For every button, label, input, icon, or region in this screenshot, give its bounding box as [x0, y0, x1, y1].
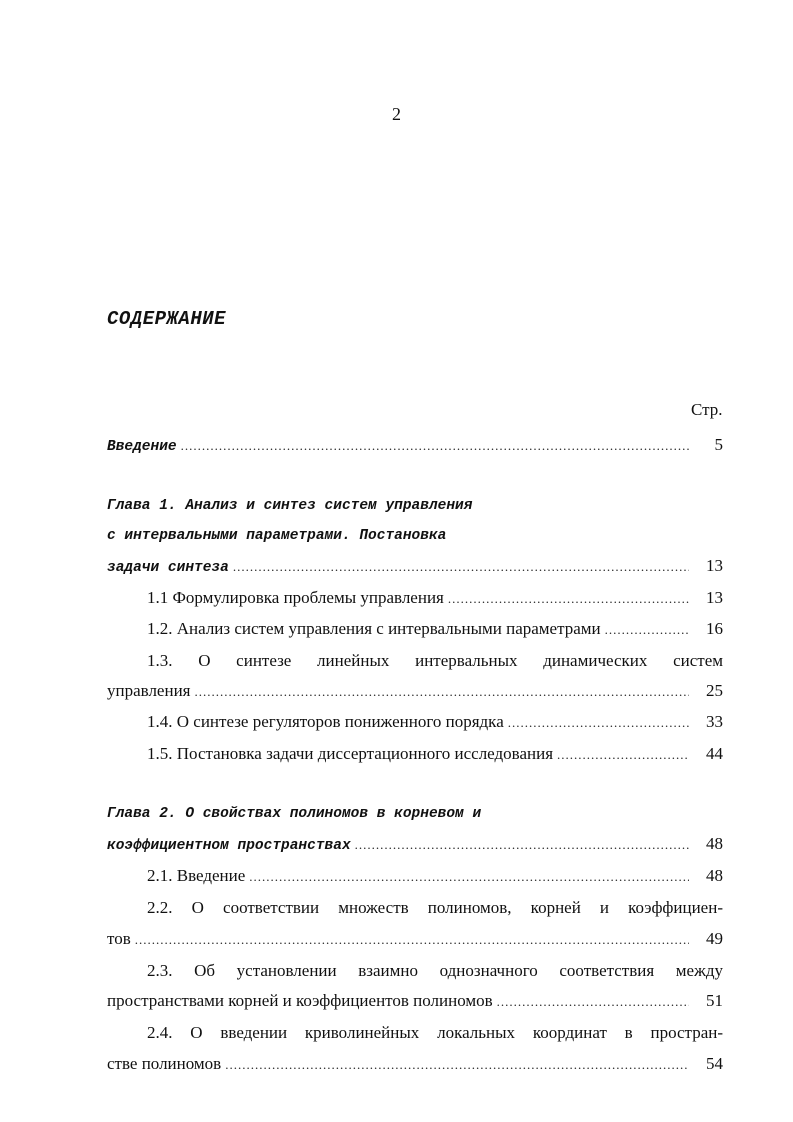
toc-entry-section-2-2-line-1: 2.2. О соответствии множеств полиномов, корней и коэффициен- — [147, 898, 723, 917]
toc-entry-section-1-2 — [107, 616, 723, 642]
toc-entry-section-2-3-line-1: 2.3. Об установлении взаимно однозначного соответствия между — [147, 961, 723, 980]
toc-entry-section-1-5 — [107, 741, 723, 767]
toc-entry-page: 16 — [706, 619, 723, 638]
dot-leader — [355, 832, 689, 858]
toc-entry-page: 54 — [706, 1054, 723, 1073]
toc-entry-intro — [107, 432, 723, 458]
toc-entry-label: 1.1 Формулировка проблемы управления — [147, 588, 444, 607]
toc-entry-section-1-4 — [107, 709, 723, 735]
chapter-1-title-line-2: с интервальными параметрами. Постановка — [107, 528, 447, 544]
toc-entry-page: 33 — [706, 712, 723, 731]
dot-leader — [233, 554, 689, 580]
chapter-1-title-line-1: Глава 1. Анализ и синтез систем управления — [107, 498, 473, 514]
toc-entry-section-2-3 — [107, 988, 723, 1014]
dot-leader — [225, 1052, 689, 1078]
toc-entry-label: 2.1. Введение — [147, 866, 246, 885]
dot-leader — [497, 989, 689, 1015]
toc-title: СОДЕРЖАНИЕ — [107, 308, 227, 330]
toc-entry-section-2-2 — [107, 926, 723, 952]
chapter-2-title-line-2: коэффициентном пространствах — [107, 838, 351, 854]
toc-entry-section-2-4-line-1: 2.4. О введении криволинейных локальных координат в простран- — [147, 1023, 723, 1042]
toc-entry-chapter-2 — [107, 831, 723, 857]
toc-entry-page: 51 — [706, 991, 723, 1010]
toc-entry-section-2-4 — [107, 1051, 723, 1077]
page-column-header: Стр. — [691, 400, 723, 419]
toc-entry-section-1-3 — [107, 678, 723, 704]
toc-entry-label: Введение — [107, 439, 177, 455]
dot-leader — [135, 927, 689, 953]
toc-entry-label: 1.4. О синтезе регуляторов пониженного порядка — [147, 712, 504, 731]
toc-entry-section-2-1 — [107, 863, 723, 889]
toc-entry-page: 5 — [714, 435, 723, 454]
toc-entry-label: управления — [107, 681, 191, 700]
toc-entry-section-1-3-line-1: 1.3. О синтезе линейных интервальных динамических систем — [147, 651, 723, 670]
toc-entry-label: тов — [107, 929, 131, 948]
dot-leader — [181, 433, 689, 459]
toc-entry-label: 1.5. Постановка задачи диссертационного исследования — [147, 744, 554, 763]
toc-entry-page: 13 — [706, 556, 723, 575]
dot-leader — [448, 586, 689, 612]
dot-leader — [605, 617, 689, 643]
dot-leader — [195, 679, 690, 705]
toc-entry-label: пространствами корней и коэффициентов полиномов — [107, 991, 493, 1010]
dot-leader — [557, 742, 689, 768]
toc-entry-page: 13 — [706, 588, 723, 607]
toc-entry-section-1-1 — [107, 585, 723, 611]
chapter-1-title-line-3: задачи синтеза — [107, 560, 229, 576]
page-number: 2 — [392, 104, 401, 124]
chapter-2-title-line-1: Глава 2. О свойствах полиномов в корневом и — [107, 806, 482, 822]
toc-entry-label: стве полиномов — [107, 1054, 222, 1073]
toc-entry-page: 48 — [706, 866, 723, 885]
dot-leader — [508, 710, 689, 736]
toc-entry-label: 1.2. Анализ систем управления с интервальными параметрами — [147, 619, 601, 638]
toc-entry-page: 48 — [706, 834, 723, 853]
toc-entry-page: 44 — [706, 744, 723, 763]
toc-entry-chapter-1 — [107, 553, 723, 579]
toc-entry-page: 49 — [706, 929, 723, 948]
dot-leader — [249, 864, 689, 890]
toc-entry-page: 25 — [706, 681, 723, 700]
